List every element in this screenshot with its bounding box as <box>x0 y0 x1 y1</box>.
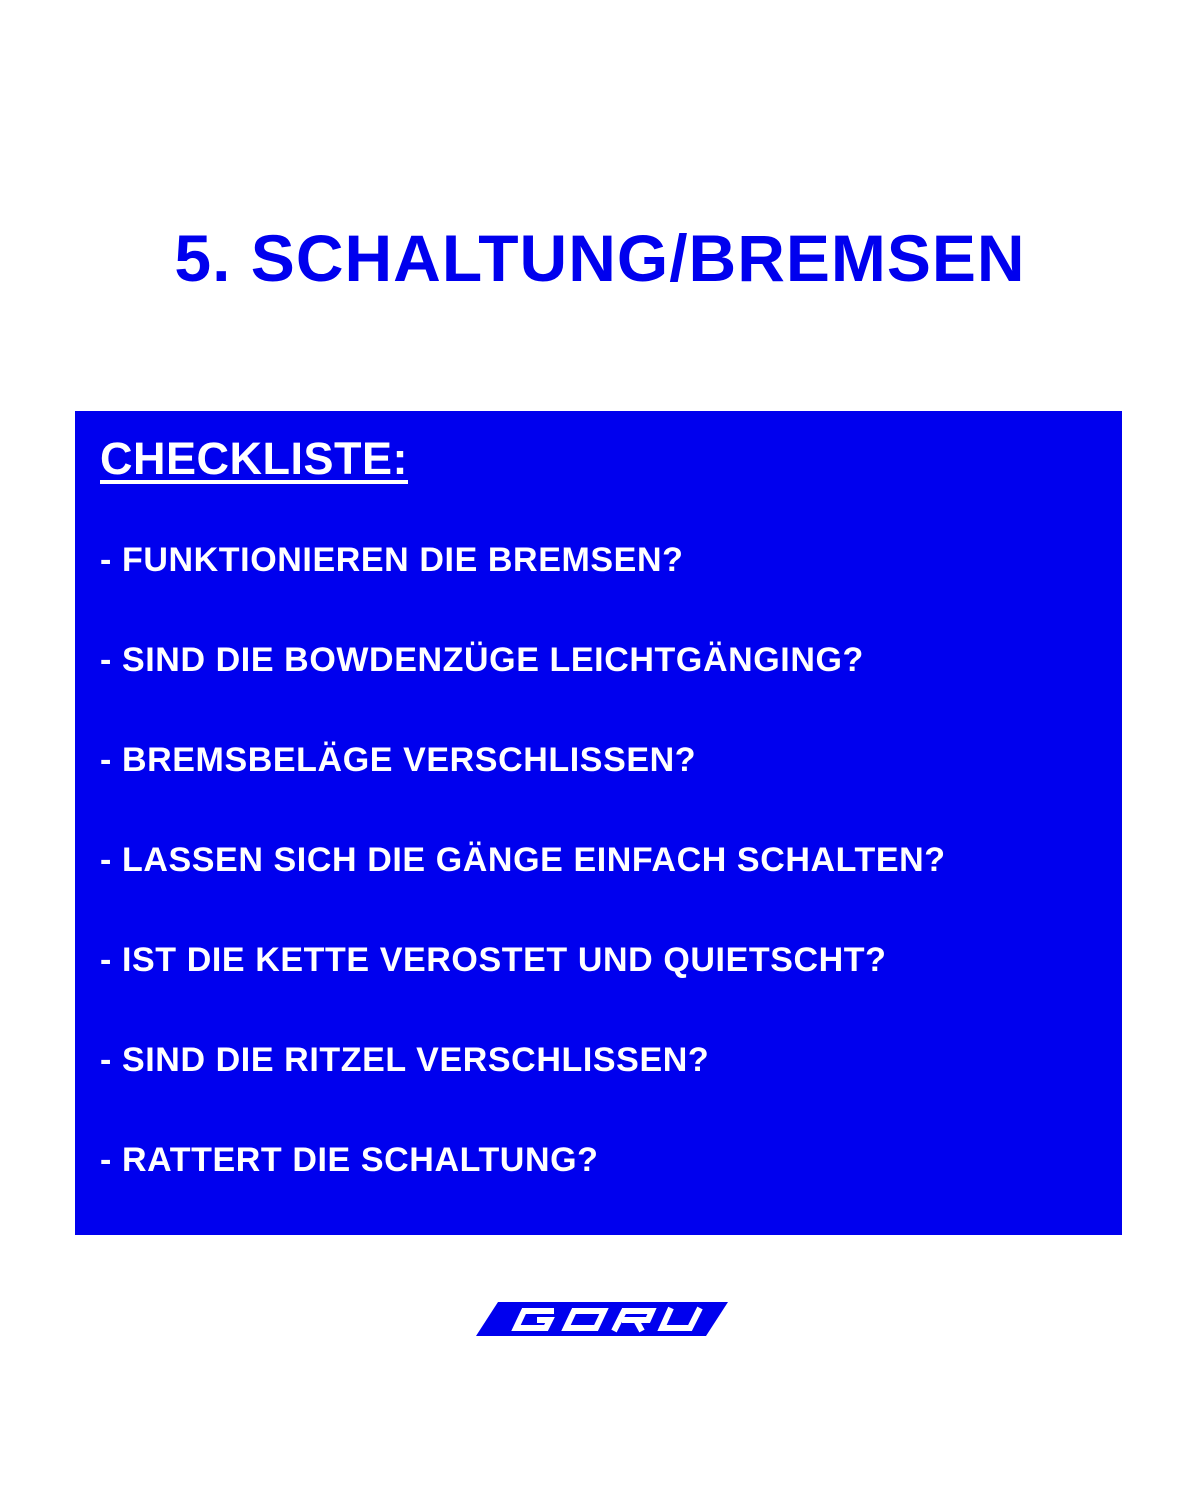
checklist-item: - BREMSBELÄGE VERSCHLISSEN? <box>100 741 697 779</box>
goru-logo-icon <box>476 1302 728 1336</box>
checklist-item: - FUNKTIONIEREN DIE BREMSEN? <box>100 541 684 579</box>
checklist-item: - SIND DIE BOWDENZÜGE LEICHTGÄNGING? <box>100 641 864 679</box>
checklist <box>100 536 1115 1236</box>
checklist-item: - SIND DIE RITZEL VERSCHLISSEN? <box>100 1041 710 1079</box>
checklist-item: - RATTERT DIE SCHALTUNG? <box>100 1141 599 1179</box>
checklist-panel <box>75 411 1122 1235</box>
checklist-item: - IST DIE KETTE VEROSTET UND QUIETSCHT? <box>100 941 887 979</box>
checklist-heading: CHECKLISTE: <box>100 433 408 484</box>
page-title: 5. SCHALTUNG/BREMSEN <box>174 221 1026 295</box>
checklist-item: - LASSEN SICH DIE GÄNGE EINFACH SCHALTEN? <box>100 841 946 879</box>
